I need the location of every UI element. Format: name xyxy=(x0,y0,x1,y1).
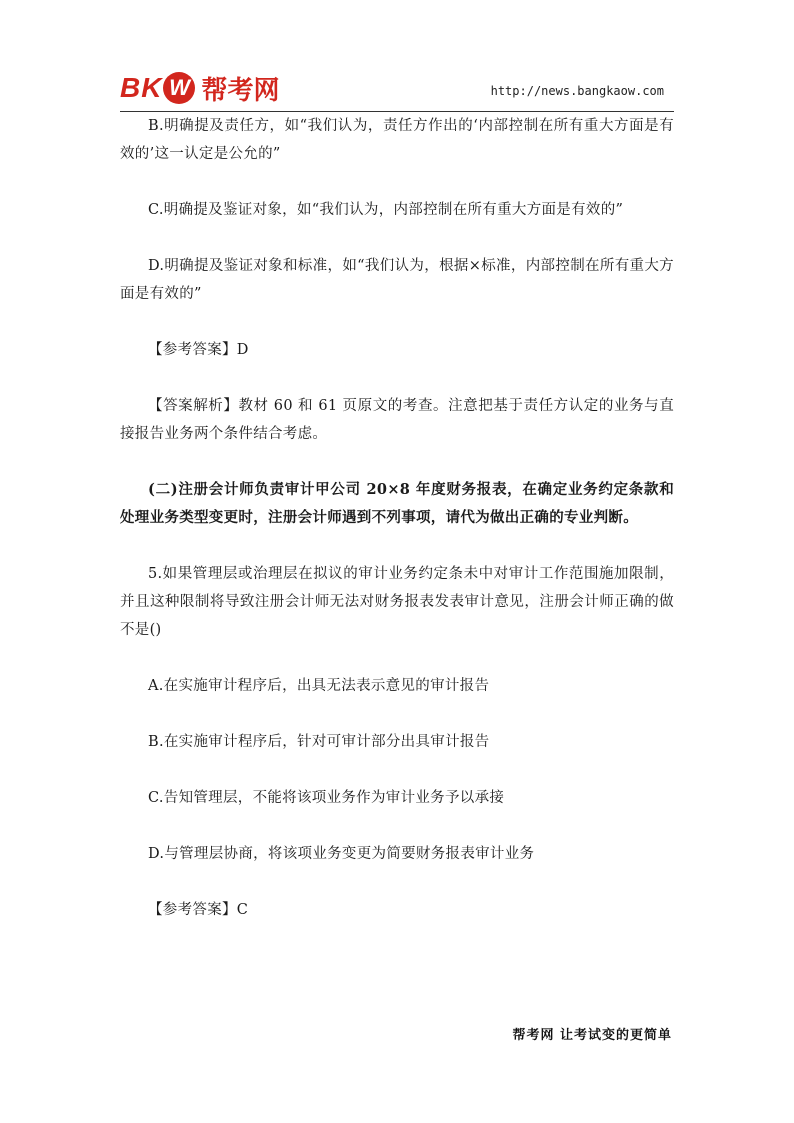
option-d: D.与管理层协商，将该项业务变更为简要财务报表审计业务 xyxy=(148,846,535,862)
reference-answer-2: 【参考答案】C xyxy=(148,902,249,918)
logo-circle: W xyxy=(163,72,195,104)
logo-latin: BK xyxy=(120,72,163,103)
option-c: C.告知管理层，不能将该项业务作为审计业务予以承接 xyxy=(148,790,505,806)
logo-chinese-name: 帮考网 xyxy=(201,75,280,106)
answer-explanation: 【答案解析】教材 60 和 61 页原文的考查。注意把基于责任方认定的业务与直接报告业务两个条件结合考虑。 xyxy=(120,398,674,442)
option-d-previous: D.明确提及鉴证对象和标准，如“我们认为，根据×标准，内部控制在所有重大方面是有效的” xyxy=(120,258,674,302)
reference-answer: 【参考答案】D xyxy=(148,342,249,358)
option-a: A.在实施审计程序后，出具无法表示意见的审计报告 xyxy=(148,678,490,694)
footer-slogan: 帮考网 让考试变的更简单 xyxy=(512,1028,672,1043)
option-b-previous: B.明确提及责任方，如“我们认为，责任方作出的‘内部控制在所有重大方面是有效的’这一认定是公允的” xyxy=(120,118,674,162)
site-url: http://news.bangkaow.com xyxy=(490,84,664,98)
bkw-logo xyxy=(120,70,279,106)
option-c-previous: C.明确提及鉴证对象，如“我们认为，内部控制在所有重大方面是有效的” xyxy=(148,202,624,218)
question-5: 5.如果管理层或治理层在拟议的审计业务约定条未中对审计工作范围施加限制，并且这种限制将导致注册会计师无法对财务报表发表审计意见，注册会计师正确的做不是() xyxy=(120,566,674,638)
option-b: B.在实施审计程序后，针对可审计部分出具审计报告 xyxy=(148,734,490,750)
document-body xyxy=(120,112,674,924)
page-header xyxy=(120,70,674,110)
section-heading: (二)注册会计师负责审计甲公司 20×8 年度财务报表，在确定业务约定条款和处理业务类型变更时，注册会计师遇到不列事项，请代为做出正确的专业判断。 xyxy=(120,481,674,526)
